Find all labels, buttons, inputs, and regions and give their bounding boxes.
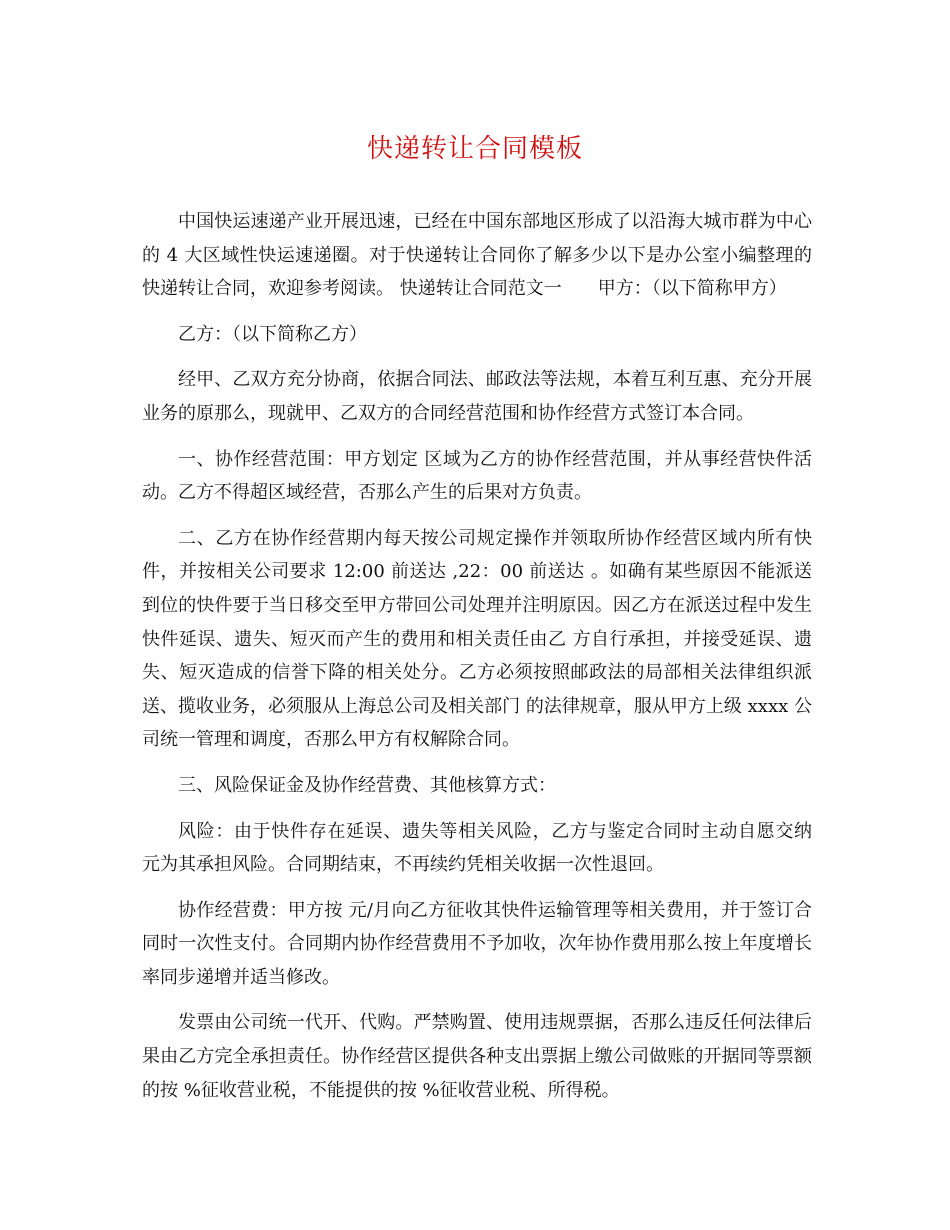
paragraph-clause-1: 一、协作经营范围：甲方划定 区域为乙方的协作经营范围，并从事经营快件活动。乙方不得超区域经营，否那么产生的后果对方负责。	[142, 448, 812, 504]
paragraph-risk: 风险：由于快件存在延误、遗失等相关风险，乙方与鉴定合同时主动自愿交纳 元为其承担风险。合同期结束，不再续约凭相关收据一次性退回。	[142, 820, 812, 876]
paragraph-party-b: 乙方：（以下简称乙方）	[178, 323, 367, 345]
paragraph-clause-2: 二、乙方在协作经营期内每天按公司规定操作并领取所协作经营区域内所有快件，并按相关公司要求 12:00 前送达 ,22：00 前送达 。如确有某些原因不能派送到位的快件要于当日移交至甲方带回公司处理并注明原因。因乙方在派送过程中发生快件延误、遗失、短灭而产生的费用和相关责任由乙 方自行承担，并接受延误、遗失、短灭造成的信誉下降的相关处分。乙方必须按照邮政法的局部相关法律组织派送、揽收业务，必须服从上海总公司及相关部门 的法律规章，服从甲方上级 xxxx 公司统一管理和调度，否那么甲方有权解除合同。	[142, 527, 812, 751]
paragraph-preamble: 经甲、乙双方充分协商，依据合同法、邮政法等法规，本着互利互惠、充分开展业务的原那么，现就甲、乙双方的合同经营范围和协作经营方式签订本合同。	[142, 369, 812, 424]
paragraph-intro: 中国快运速递产业开展迅速，已经在中国东部地区形成了以沿海大城市群为中心的 4 大区域性快运速递圈。对于快递转让合同你了解多少以下是办公室小编整理的快递转让合同，欢迎参考阅读。 快递转让合同范文一 甲方：（以下简称甲方）	[142, 211, 812, 300]
document-body	[142, 205, 812, 1119]
paragraph-cooperation-fee: 协作经营费：甲方按 元/月向乙方征收其快件运输管理等相关费用，并于签订合同时一次性支付。合同期内协作经营费用不予加收，次年协作费用那么按上年度增长率同步递增并适当修改。	[142, 899, 812, 988]
paragraph-invoice: 发票由公司统一代开、代购。严禁购置、使用违规票据，否那么违反任何法律后果由乙方完全承担责任。协作经营区提供各种支出票据上缴公司做账的开据同等票额的按 %征收营业税，不能提供的按 %征收营业税、所得税。	[142, 1012, 812, 1101]
document-title: 快递转让合同模板	[366, 134, 583, 164]
paragraph-clause-3-heading: 三、风险保证金及协作经营费、其他核算方式：	[178, 774, 556, 796]
